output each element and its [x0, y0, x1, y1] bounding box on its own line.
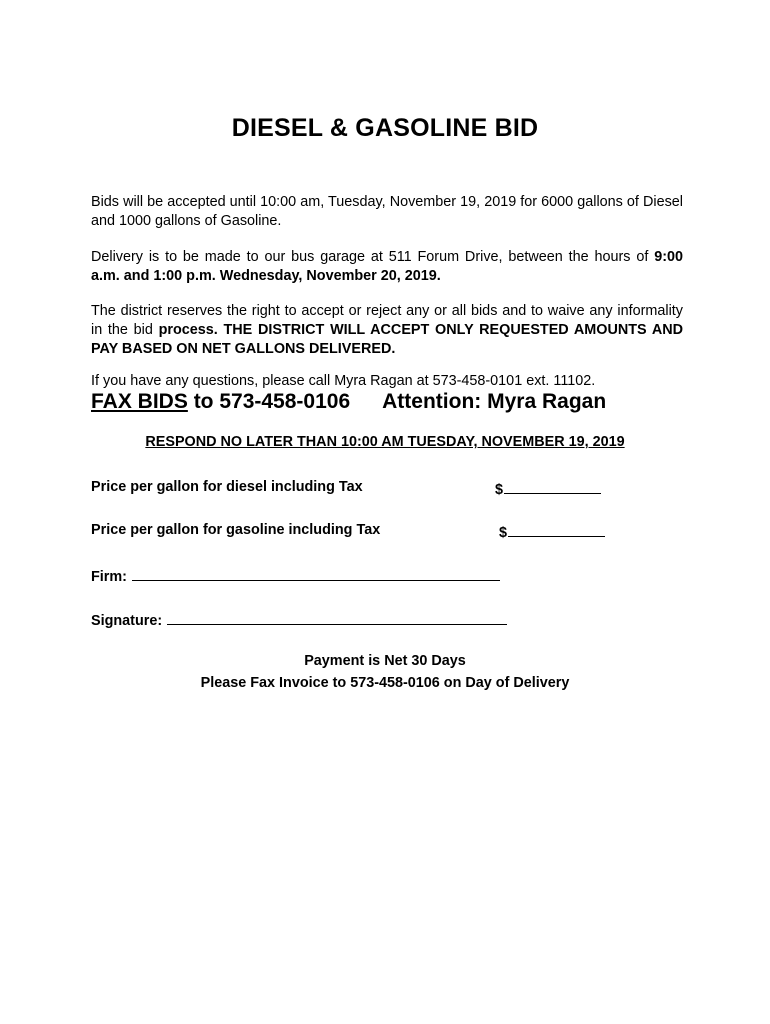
payment-terms: Payment is Net 30 Days: [304, 653, 466, 669]
firm-field[interactable]: [132, 566, 500, 581]
signature-field[interactable]: [167, 610, 507, 625]
rights-text: The district reserves the right to accept or reject any or all bids and to waive any informality in the bid: [91, 303, 683, 338]
fax-attention: Attention: Myra Ragan: [382, 390, 607, 413]
fax-bids-line: [91, 390, 606, 414]
diesel-price-field[interactable]: [495, 479, 601, 498]
gasoline-price-label: Price per gallon for gasoline including Tax: [91, 522, 381, 538]
diesel-price-blank[interactable]: [504, 479, 601, 494]
gasoline-price-blank[interactable]: [508, 522, 605, 537]
fax-bids-label: FAX BIDS: [91, 390, 188, 413]
rights-bold-text: process. THE DISTRICT WILL ACCEPT ONLY REQUESTED AMOUNTS AND PAY BASED ON NET GALLONS DELIVERED.: [91, 322, 683, 357]
document-title: DIESEL & GASOLINE BID: [231, 114, 539, 142]
diesel-price-label: Price per gallon for diesel including Tax: [91, 479, 363, 495]
firm-label: Firm:: [91, 569, 127, 585]
firm-row: [91, 566, 500, 585]
gasoline-dollar-sign: $: [499, 525, 508, 541]
paragraph-questions: If you have any questions, please call Myra Ragan at 573-458-0101 ext. 11102.: [91, 373, 596, 389]
respond-deadline: RESPOND NO LATER THAN 10:00 AM TUESDAY, NOVEMBER 19, 2019: [145, 434, 625, 450]
signature-row: [91, 610, 507, 629]
fax-bids-number: to 573-458-0106: [187, 390, 351, 413]
fax-invoice-note: Please Fax Invoice to 573-458-0106 on Day of Delivery: [200, 675, 570, 691]
paragraph-bid-deadline: Bids will be accepted until 10:00 am, Tuesday, November 19, 2019 for 6000 gallons of Diesel and 1000 gallons of Gasoline.: [91, 194, 683, 229]
delivery-text: Delivery is to be made to our bus garage at 511 Forum Drive, between the hours of: [91, 249, 655, 265]
paragraph-delivery: [91, 248, 683, 286]
gasoline-price-field[interactable]: [499, 522, 605, 541]
paragraph-district-rights: [91, 302, 683, 359]
diesel-dollar-sign: $: [495, 482, 504, 498]
delivery-hours: 9:00 a.m. and 1:00 p.m. Wednesday, November 20, 2019.: [91, 249, 683, 284]
signature-label: Signature:: [91, 613, 163, 629]
